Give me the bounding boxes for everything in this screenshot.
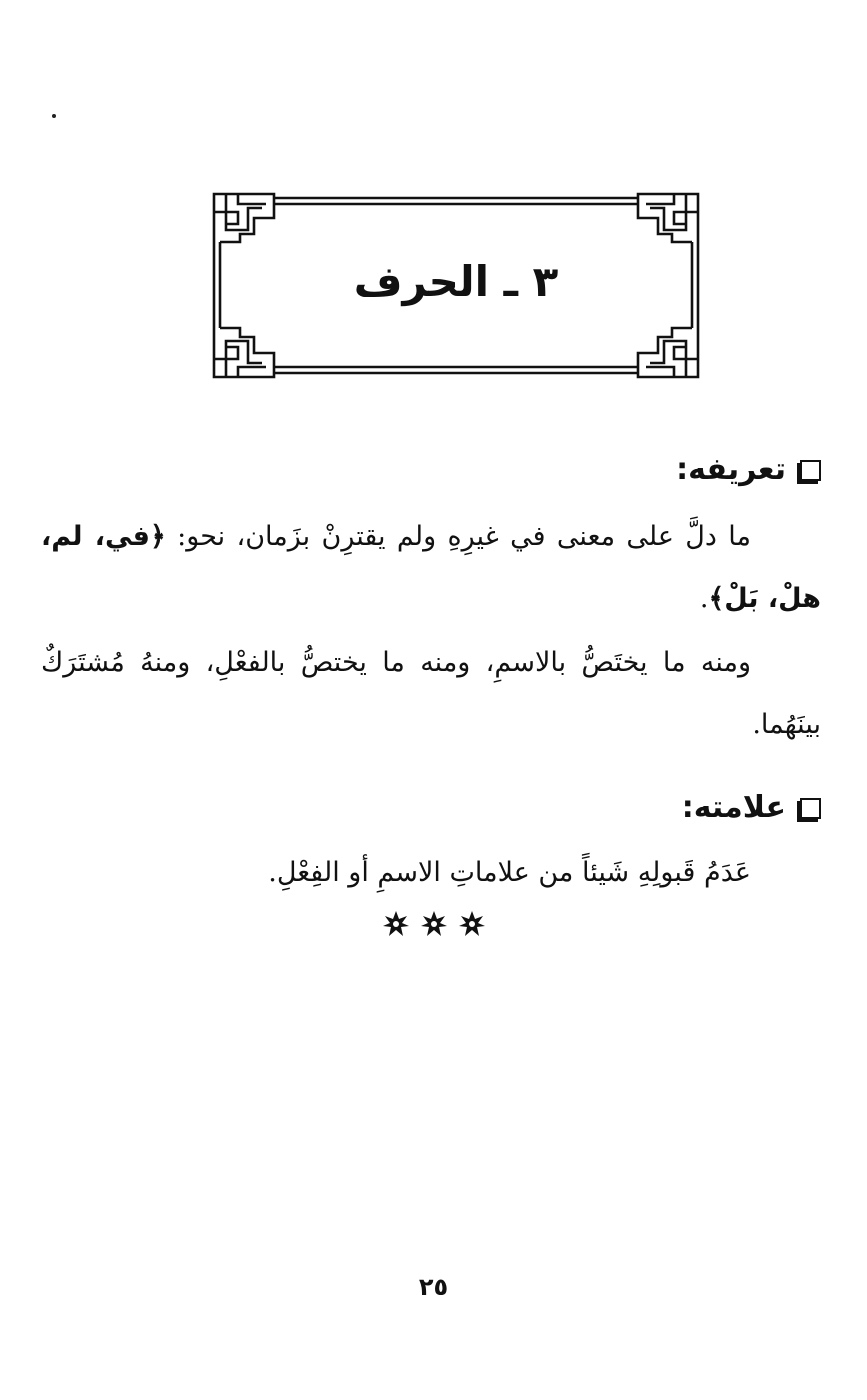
square-bullet-icon <box>800 798 821 819</box>
sign-paragraph <box>41 842 821 904</box>
definition-heading <box>676 448 821 492</box>
sign-heading <box>682 786 821 830</box>
sign-text: عَدَمُ قَبولِهِ شَيئاً من علاماتِ الاسمِ أو الفِعْلِ. <box>268 857 751 888</box>
page-number: ٢٥ <box>418 1273 449 1301</box>
definition-examples-end: . <box>699 583 709 614</box>
square-bullet-icon <box>800 460 821 481</box>
definition-examples: ﴿في، لم، هلْ، بَلْ﴾ <box>41 521 821 614</box>
definition-paragraph <box>41 506 821 630</box>
sign-heading-label: علامته: <box>681 790 786 825</box>
chapter-title-frame <box>212 190 700 380</box>
print-speck <box>52 114 56 118</box>
definition-text: ما دلَّ على معنى في غيرِهِ ولم يقترِنْ بزَمان، نحو: <box>177 521 751 552</box>
definition-heading-label: تعريفه: <box>676 452 786 487</box>
star-ornament-icon <box>458 910 486 938</box>
categories-paragraph <box>41 632 821 756</box>
categories-text: ومنه ما يختَصُّ بالاسمِ، ومنه ما يختصُّ بالفعْلِ، ومنهُ مُشتَرَكٌ بينَهُما. <box>41 647 821 740</box>
star-ornament-icon <box>420 910 448 938</box>
chapter-title: ٣ ـ الحرف <box>353 257 559 306</box>
section-separator <box>0 910 867 938</box>
star-ornament-icon <box>382 910 410 938</box>
